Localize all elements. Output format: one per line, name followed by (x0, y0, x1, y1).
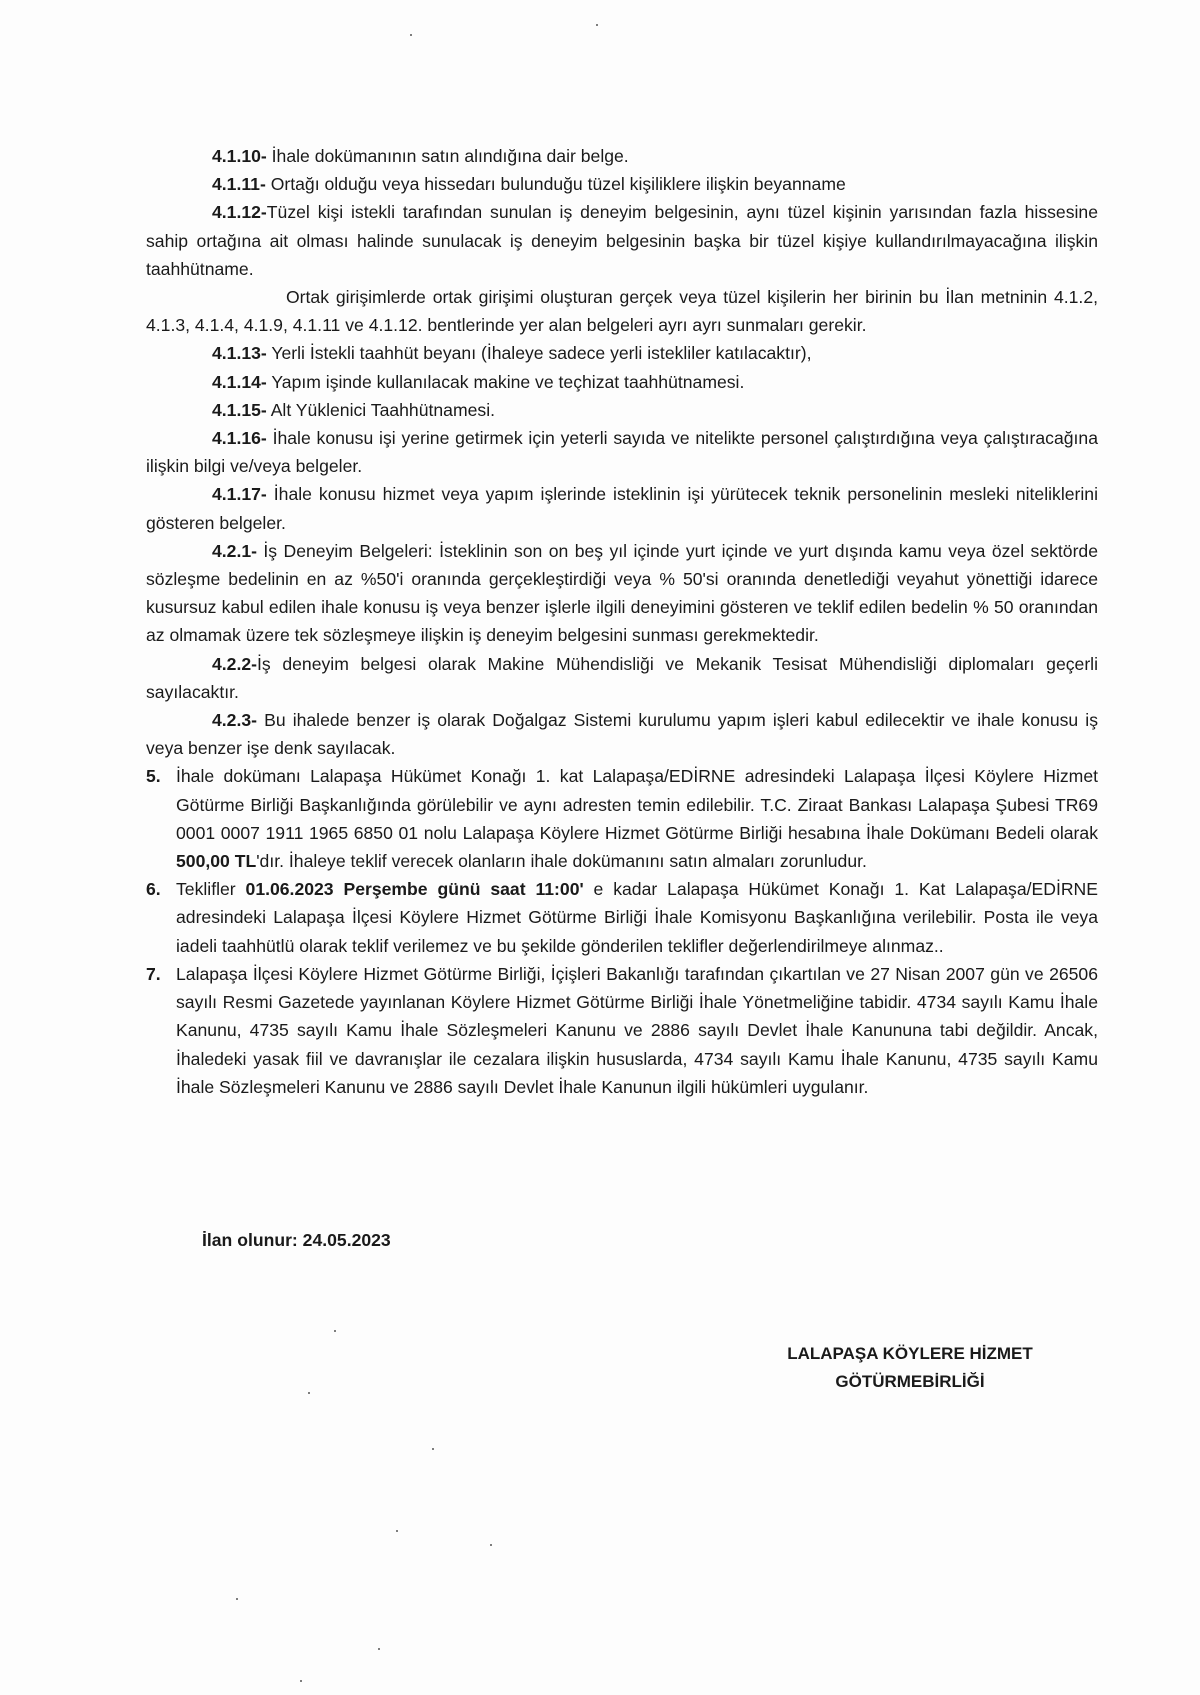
signature-block (760, 1340, 1060, 1396)
document-fee: 500,00 TL (176, 851, 257, 872)
clause-4-2-2: 4.2.2-İş deneyim belgesi olarak Makine Mühendisliği ve Mekanik Tesisat Mühendisliği diplomaları geçerli sayılacaktır. (146, 653, 1098, 702)
clause-4-1-14: 4.1.14- Yapım işinde kullanılacak makine ve teçhizat taahhütnamesi. (212, 371, 745, 392)
item-6: 6. Teklifler 01.06.2023 Perşembe günü saat 11:00' e kadar Lalapaşa Hükümet Konağı 1. Kat Lalapaşa/EDİRNE adresindeki Lalapaşa İlçesi Köylere Hizmet Götürme Birliği İhale Komisyonu Başkanlığına verilebilir. Posta ile veya iadeli taahhütlü olarak teklif verilemez ve bu şekilde gönderilen teklifler değerlendirilmeye alınmaz.. (146, 875, 1098, 960)
joint-venture-note: Ortak girişimlerde ortak girişimi oluşturan gerçek veya tüzel kişilerin her birinin bu İlan metninin 4.1.2, 4.1.3, 4.1.4, 4.1.9, 4.1.11 ve 4.1.12. bentlerinde yer alan belgeleri ayrı ayrı sunmaları gerekir. (146, 287, 1098, 336)
announcement-date: İlan olunur: 24.05.2023 (202, 1230, 391, 1250)
scan-speck (236, 1598, 238, 1600)
scan-speck (490, 1544, 492, 1546)
clause-4-1-15: 4.1.15- Alt Yüklenici Taahhütnamesi. (212, 399, 495, 420)
scan-speck (308, 1392, 310, 1394)
item-number: 7. (146, 963, 161, 984)
document-body (146, 142, 1098, 1101)
scan-speck (596, 24, 598, 26)
scan-speck (378, 1648, 380, 1650)
scan-speck (396, 1530, 398, 1532)
clause-4-1-13: 4.1.13- Yerli İstekli taahhüt beyanı (İhaleye sadece yerli istekliler katılacaktır), (212, 343, 812, 364)
item-7: 7. Lalapaşa İlçesi Köylere Hizmet Götürme Birliği, İçişleri Bakanlığı tarafından çıkartılan ve 27 Nisan 2007 gün ve 26506 sayılı Resmi Gazetede yayınlanan Köylere Hizmet Götürme Birliği İhale Yönetmeliğine tabidir. 4734 sayılı Kamu İhale Kanunu, 4735 sayılı Kamu İhale Sözleşmeleri Kanunu ve 2886 sayılı Devlet İhale Kanununa tabi değildir. Ancak, İhaledeki yasak fiil ve davranışlar ile cezalara ilişkin hususlarda, 4734 sayılı Kamu İhale Kanunu, 4735 sayılı Kamu İhale Sözleşmeleri Kanunu ve 2886 sayılı Devlet İhale Kanunun ilgili hükümleri uygulanır. (146, 960, 1098, 1101)
clause-4-2-3: 4.2.3- Bu ihalede benzer iş olarak Doğalgaz Sistemi kurulumu yapım işleri kabul edilecektir ve ihale konusu iş veya benzer işe denk sayılacak. (146, 710, 1098, 759)
clause-4-1-12: 4.1.12-Tüzel kişi istekli tarafından sunulan iş deneyim belgesinin, aynı tüzel kişinin yarısından fazla hissesine sahip ortağına ait olması halinde sunulacak iş deneyim belgesinin başka bir tüzel kişiye kullandırılmayacağına ilişkin taahhütname. (146, 202, 1098, 279)
scan-speck (432, 1448, 434, 1450)
clause-4-1-16: 4.1.16- İhale konusu işi yerine getirmek için yeterli sayıda ve nitelikte personel çalıştırdığına veya çalıştıracağına ilişkin bilgi ve/veya belgeler. (146, 428, 1098, 477)
signature-line-2: GÖTÜRMEBİRLİĞİ (835, 1372, 985, 1391)
signature-line-1: LALAPAŞA KÖYLERE HİZMET (787, 1344, 1033, 1363)
clause-4-1-10: 4.1.10- İhale dokümanının satın alındığına dair belge. (212, 146, 629, 166)
clause-4-2-1: 4.2.1- İş Deneyim Belgeleri: İsteklinin son on beş yıl içinde yurt içinde ve yurt dışında kamu veya özel sektörde sözleşme bedelinin en az %50'i oranında gerçekleştirdiği veya % 50'si oranında denetlediği veyahut yönettiği idarece kusursuz kabul edilen ihale konusu iş veya benzer işlerle ilgili deneyimini gösteren ve teklif edilen bedelin % 50 oranından az olmamak üzere tek sözleşmeye ilişkin iş deneyim belgesini sunması gerekmektedir. (146, 540, 1098, 646)
scan-speck (334, 1330, 336, 1332)
item-5: 5. İhale dokümanı Lalapaşa Hükümet Konağı 1. kat Lalapaşa/EDİRNE adresindeki Lalapaşa İlçesi Köylere Hizmet Götürme Birliği Başkanlığında görülebilir ve aynı adresten temin edilebilir. T.C. Ziraat Bankası Lalapaşa Şubesi TR69 0001 0007 1911 1965 6850 01 nolu Lalapaşa Köylere Hizmet Götürme Birliği hesabına İhale Dokümanı Bedeli olarak 500,00 TL'dır. İhaleye teklif verecek olanların ihale dokümanını satın almaları zorunludur. (146, 762, 1098, 875)
item-number: 6. (146, 879, 161, 900)
clause-4-1-17: 4.1.17- İhale konusu hizmet veya yapım işlerinde isteklinin işi yürütecek teknik personelinin mesleki niteliklerini gösteren belgeler. (146, 484, 1098, 533)
item-number: 5. (146, 766, 161, 787)
clause-4-1-11: 4.1.11- Ortağı olduğu veya hissedarı bulunduğu tüzel kişiliklere ilişkin beyanname (212, 174, 846, 195)
deadline-date: 01.06.2023 Perşembe günü saat 11:00' (245, 879, 584, 900)
scan-speck (410, 34, 412, 36)
scan-speck (300, 1680, 302, 1682)
